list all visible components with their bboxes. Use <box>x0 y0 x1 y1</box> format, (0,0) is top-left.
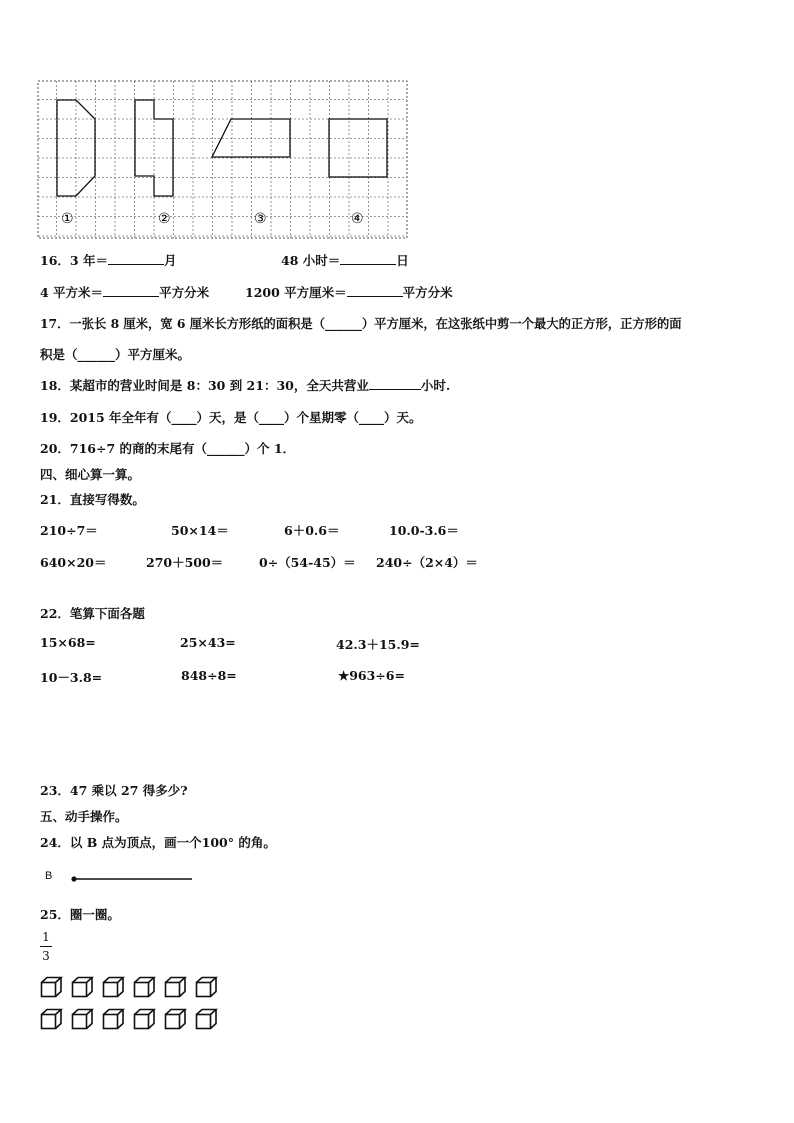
grid-figure <box>37 80 409 240</box>
shape-2 <box>135 100 173 196</box>
section-4-heading: 四、细心算一算。 <box>40 467 141 482</box>
cube-icon[interactable] <box>71 976 94 998</box>
q21-r1c2: 50×14＝ <box>171 523 229 538</box>
q16c-unit: 平方分米 <box>159 285 210 300</box>
q25-title: 25．圈一圈。 <box>40 907 120 922</box>
q21-r2c4: 240÷（2×4）＝ <box>376 555 478 570</box>
q22-r1c3: 42.3＋15.9= <box>336 637 420 652</box>
q20: 20．716÷7 的商的末尾有（______）个 1． <box>40 441 296 456</box>
cube-icon[interactable] <box>40 976 63 998</box>
q18-unit: 小时. <box>420 378 451 393</box>
cube-icon[interactable] <box>102 1008 125 1030</box>
q22-r1c1: 15×68= <box>40 635 96 650</box>
cube-icon[interactable] <box>195 1008 218 1030</box>
q22-r2c2: 848÷8= <box>181 668 237 683</box>
cube-icon[interactable] <box>195 976 218 998</box>
cube-icon[interactable] <box>102 976 125 998</box>
q18 <box>40 376 450 394</box>
q21-r2c2: 270＋500＝ <box>146 555 224 570</box>
q16c-text: 4 平方米＝ <box>40 285 104 300</box>
section-5-heading: 五、动手操作。 <box>40 809 128 824</box>
cube-icon[interactable] <box>164 976 187 998</box>
q17-line1: 17．一张长 8 厘米，宽 6 厘米长方形纸的面积是（______）平方厘米，在这张纸中剪一个最大的正方形，正方形的面 <box>40 316 682 331</box>
point-b-label: B <box>45 870 53 882</box>
shape-4 <box>329 119 387 177</box>
q17-line2: 积是（______）平方厘米。 <box>40 347 191 362</box>
answer-blank[interactable] <box>347 285 403 297</box>
cube-row-2 <box>40 1008 218 1030</box>
q22-r2c3: ★963÷6= <box>338 668 405 683</box>
answer-blank[interactable] <box>369 378 421 390</box>
cube-icon[interactable] <box>133 976 156 998</box>
q18-text: 18．某超市的营业时间是 8：30 到 21：30，全天共营业 <box>40 378 369 393</box>
shape-label-4: ④ <box>351 211 364 227</box>
q16a-text: 16．3 年＝ <box>40 253 108 268</box>
q22-r1c2: 25×43= <box>180 635 236 650</box>
q22-title: 22．笔算下面各题 <box>40 606 145 621</box>
q16-line1 <box>40 251 176 269</box>
q16b-text: 48 小时＝ <box>281 253 341 268</box>
q21-title: 21．直接写得数。 <box>40 492 145 507</box>
q16d-text: 1200 平方厘米＝ <box>245 285 347 300</box>
ray-from-b[interactable] <box>70 874 196 884</box>
cube-row-1 <box>40 976 218 998</box>
answer-blank[interactable] <box>340 253 396 265</box>
q21-r1c3: 6＋0.6＝ <box>284 523 340 538</box>
q19: 19．2015 年全年有（____）天，是（____）个星期零（____）天。 <box>40 410 422 425</box>
answer-blank[interactable] <box>108 253 164 265</box>
q16a-unit: 月 <box>163 253 177 268</box>
q21-r1c1: 210÷7＝ <box>40 523 98 538</box>
cube-icon[interactable] <box>133 1008 156 1030</box>
shape-3 <box>212 119 290 157</box>
cube-icon[interactable] <box>40 1008 63 1030</box>
shape-label-2: ② <box>158 211 171 227</box>
fraction-denominator: 3 <box>42 949 50 963</box>
shape-label-1: ① <box>61 211 74 227</box>
q21-r2c1: 640×20＝ <box>40 555 107 570</box>
fraction-numerator: 1 <box>42 930 50 944</box>
fraction-bar <box>40 946 52 947</box>
q22-r2c1: 10－3.8= <box>40 670 103 685</box>
q21-r2c3: 0÷（54-45）＝ <box>259 555 356 570</box>
q16b-unit: 日 <box>396 253 409 268</box>
q24-title: 24．以 B 点为顶点，画一个100° 的角。 <box>40 835 276 850</box>
cube-icon[interactable] <box>164 1008 187 1030</box>
q16d-unit: 平方分米 <box>402 285 453 300</box>
cube-icon[interactable] <box>71 1008 94 1030</box>
q23: 23．47 乘以 27 得多少? <box>40 783 188 798</box>
q21-r1c4: 10.0-3.6＝ <box>389 523 459 538</box>
q16-line2 <box>40 283 209 301</box>
fraction-one-third <box>40 930 52 963</box>
shape-label-3: ③ <box>254 211 267 227</box>
answer-blank[interactable] <box>103 285 159 297</box>
q16-line2b <box>245 283 453 301</box>
q16-line1b <box>281 251 409 269</box>
